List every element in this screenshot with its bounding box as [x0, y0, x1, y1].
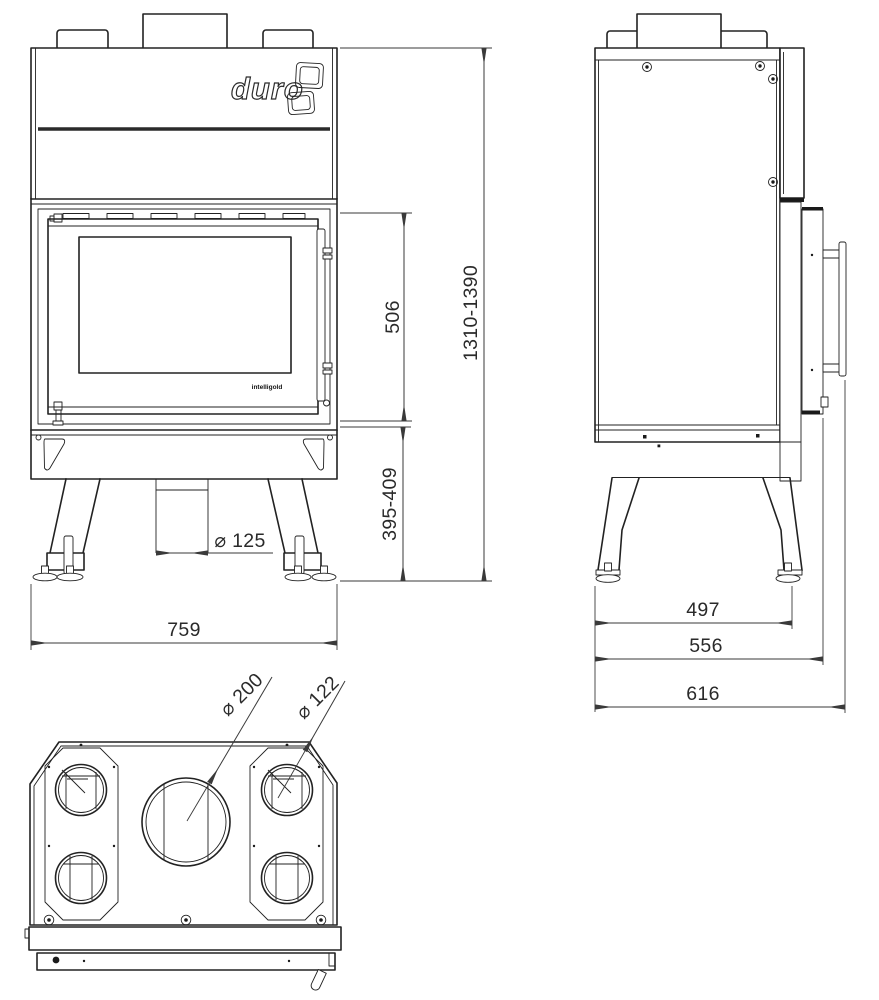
door-glass — [79, 237, 291, 373]
top-front-band — [29, 927, 341, 950]
side-body — [595, 48, 780, 442]
dim-total-height: 1310-1390 — [460, 265, 482, 361]
top-door-handle — [311, 970, 326, 991]
pedestal — [31, 430, 337, 479]
door-badge-text: intelligold — [251, 384, 283, 391]
dim-total-depth: 616 — [686, 683, 720, 705]
dim-flue-diameter: ⌀ 200 — [215, 668, 268, 721]
top-view — [25, 742, 341, 990]
front-right-air-connector — [263, 30, 313, 50]
door-hinge-top — [54, 214, 62, 222]
top-flue-collar — [142, 778, 230, 866]
front-view — [31, 14, 337, 581]
top-outline — [30, 742, 337, 925]
dim-base-height: 395-409 — [379, 467, 401, 541]
dim-feet-depth: 497 — [686, 599, 720, 621]
top-door-band — [37, 953, 335, 970]
front-flue-connector — [143, 14, 227, 50]
front-left-air-connector — [57, 30, 108, 50]
side-flue-connector — [637, 14, 721, 50]
dim-air-duct-diameter: ⌀ 122 — [291, 671, 344, 724]
door-frame — [38, 209, 330, 424]
side-door-frame — [802, 209, 823, 414]
front-legs — [33, 479, 336, 581]
dim-floor-duct: ⌀ 125 — [214, 530, 266, 552]
dim-front-width: 759 — [167, 619, 201, 641]
side-view — [595, 14, 846, 582]
dim-body-depth: 556 — [689, 635, 723, 657]
floor-duct — [156, 479, 208, 553]
door-hinge-bottom — [54, 402, 62, 410]
brand-logo-text: duro — [231, 71, 304, 106]
side-firebox-front — [780, 202, 801, 442]
side-legs — [596, 478, 802, 583]
dim-door-height: 506 — [382, 300, 404, 334]
top-left-plate — [45, 748, 118, 920]
side-door-handle — [821, 242, 846, 407]
vent-slots — [63, 214, 305, 219]
side-air-connector-front — [716, 31, 767, 50]
top-right-plate — [250, 748, 323, 920]
